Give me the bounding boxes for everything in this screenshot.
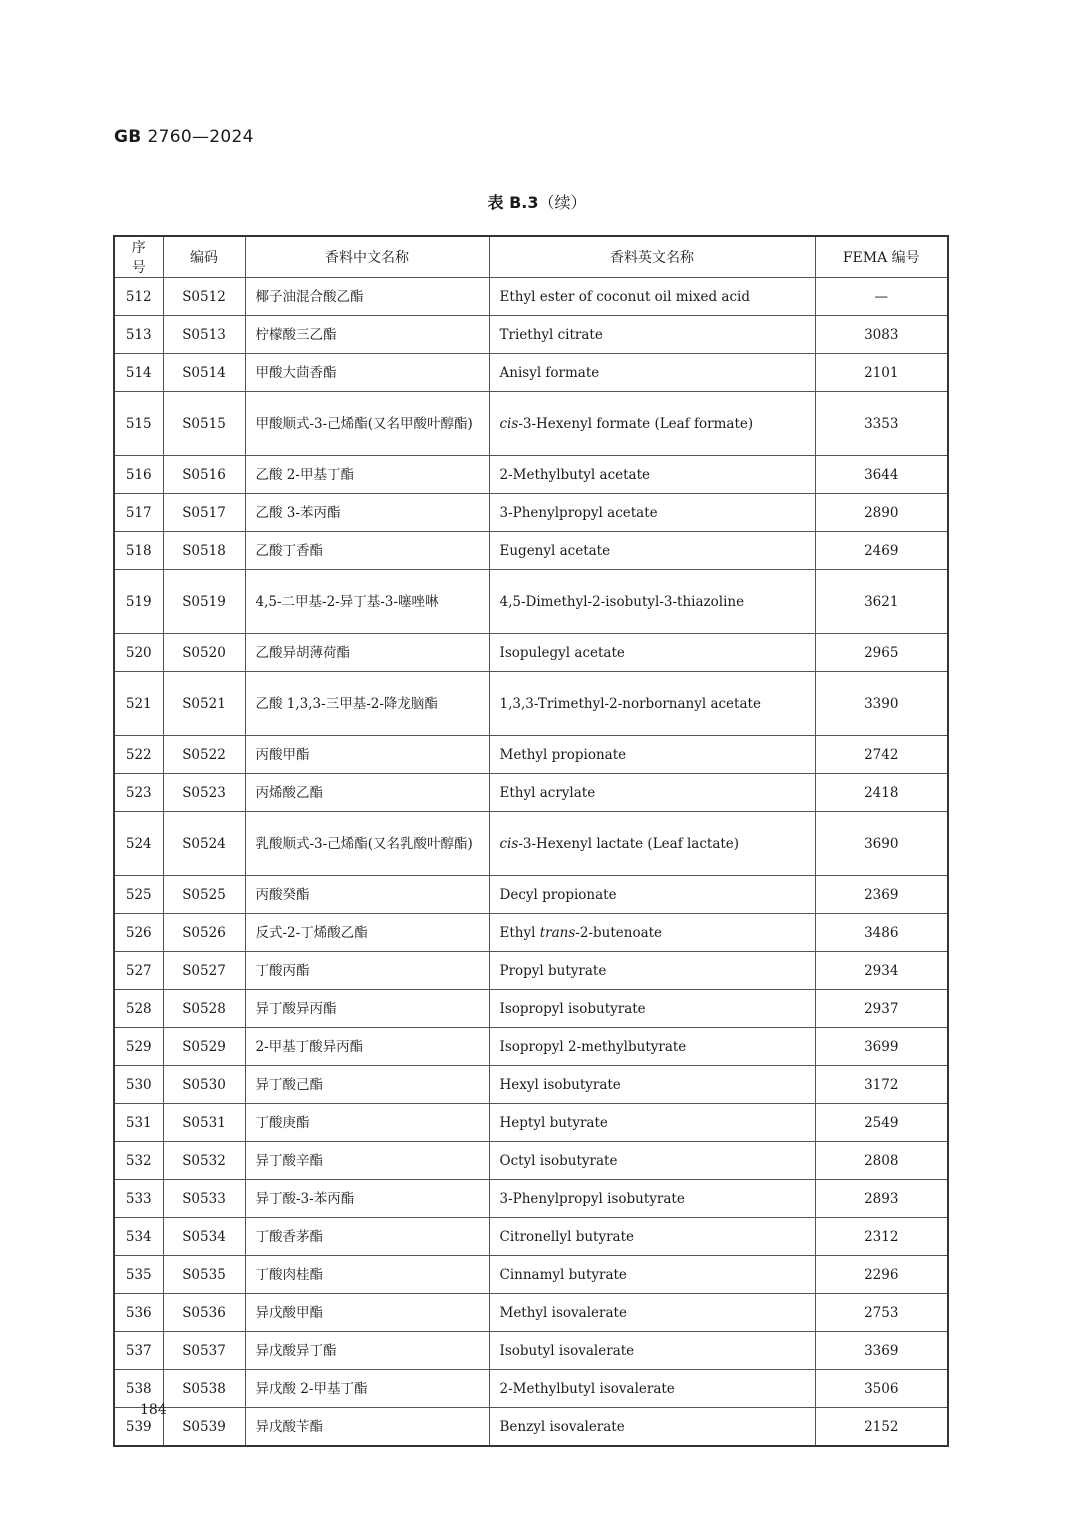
- table-row: [114, 532, 948, 570]
- table-row: [114, 1028, 948, 1066]
- cell-code: S0513: [163, 316, 245, 354]
- table-title-suffix: （续）: [538, 193, 587, 212]
- table-row: [114, 1218, 948, 1256]
- cell-code: S0527: [163, 952, 245, 990]
- cell-fema: 2808: [815, 1142, 948, 1180]
- cell-fema: 3390: [815, 672, 948, 736]
- cell-fema: 2418: [815, 774, 948, 812]
- cell-seq: 517: [114, 494, 163, 532]
- cell-english-name: [489, 354, 815, 392]
- english-name-text: Anisyl formate: [499, 364, 600, 381]
- cell-fema: 2893: [815, 1180, 948, 1218]
- cell-fema: 2965: [815, 634, 948, 672]
- cell-english-name: [489, 532, 815, 570]
- cell-code: S0539: [163, 1408, 245, 1447]
- cell-seq: 529: [114, 1028, 163, 1066]
- cell-chinese-name: 丙酸癸酯: [245, 876, 489, 914]
- cell-seq: 518: [114, 532, 163, 570]
- cell-seq: 522: [114, 736, 163, 774]
- table-body: [114, 278, 948, 1447]
- cell-english-name: [489, 634, 815, 672]
- cell-chinese-name: 柠檬酸三乙酯: [245, 316, 489, 354]
- table-row: [114, 952, 948, 990]
- english-name-text: Heptyl butyrate: [499, 1114, 608, 1131]
- cell-code: S0522: [163, 736, 245, 774]
- cell-seq: 528: [114, 990, 163, 1028]
- cell-english-name: [489, 952, 815, 990]
- cell-seq: 531: [114, 1104, 163, 1142]
- cell-chinese-name: 丁酸庚酯: [245, 1104, 489, 1142]
- cell-seq: 512: [114, 278, 163, 316]
- table-row: [114, 1332, 948, 1370]
- column-header-fema: FEMA 编号: [815, 236, 948, 278]
- page-number: 184: [140, 1402, 167, 1418]
- cell-english-name: [489, 672, 815, 736]
- cell-code: S0516: [163, 456, 245, 494]
- cell-english-name: [489, 1370, 815, 1408]
- cell-english-name: [489, 736, 815, 774]
- table-row: [114, 456, 948, 494]
- cell-english-name: [489, 812, 815, 876]
- cell-english-name: [489, 494, 815, 532]
- cell-fema: 2934: [815, 952, 948, 990]
- cell-chinese-name: 异戊酸苄酯: [245, 1408, 489, 1447]
- table-row: [114, 914, 948, 952]
- table-row: [114, 812, 948, 876]
- cell-english-name: [489, 278, 815, 316]
- table-row: [114, 634, 948, 672]
- english-name-text: 2-Methylbutyl acetate: [499, 466, 651, 483]
- cell-code: S0518: [163, 532, 245, 570]
- cell-chinese-name: 乙酸异胡薄荷酯: [245, 634, 489, 672]
- cell-seq: 516: [114, 456, 163, 494]
- cell-fema: 2753: [815, 1294, 948, 1332]
- table-row: [114, 278, 948, 316]
- cell-fema: 3172: [815, 1066, 948, 1104]
- english-name-text: Hexyl isobutyrate: [499, 1076, 621, 1093]
- cell-fema: 2549: [815, 1104, 948, 1142]
- table-row: [114, 1256, 948, 1294]
- cell-english-name: [489, 914, 815, 952]
- cell-chinese-name: 异戊酸甲酯: [245, 1294, 489, 1332]
- cell-seq: 538: [114, 1370, 163, 1408]
- cell-english-name: [489, 1408, 815, 1447]
- cell-seq: 521: [114, 672, 163, 736]
- cell-code: S0538: [163, 1370, 245, 1408]
- standard-number: 2760—2024: [147, 127, 254, 147]
- cell-chinese-name: 异丁酸辛酯: [245, 1142, 489, 1180]
- table-title-label: 表 B.3: [487, 193, 539, 212]
- cell-chinese-name: 乙酸 3-苯丙酯: [245, 494, 489, 532]
- cell-seq: 515: [114, 392, 163, 456]
- cell-code: S0523: [163, 774, 245, 812]
- cell-chinese-name: 乙酸 2-甲基丁酯: [245, 456, 489, 494]
- cell-seq: 526: [114, 914, 163, 952]
- cell-fema: 3644: [815, 456, 948, 494]
- cell-fema: —: [815, 278, 948, 316]
- cell-seq: 527: [114, 952, 163, 990]
- cell-seq: 514: [114, 354, 163, 392]
- cell-seq: 530: [114, 1066, 163, 1104]
- english-name-text: Isopropyl 2-methylbutyrate: [499, 1038, 687, 1055]
- cell-chinese-name: 甲酸大茴香酯: [245, 354, 489, 392]
- cell-seq: 520: [114, 634, 163, 672]
- cell-fema: 3621: [815, 570, 948, 634]
- english-name-text: Citronellyl butyrate: [499, 1228, 635, 1245]
- english-name-text: 1,3,3-Trimethyl-2-norbornanyl acetate: [499, 695, 761, 712]
- cell-code: S0526: [163, 914, 245, 952]
- table-row: [114, 1370, 948, 1408]
- cell-code: S0536: [163, 1294, 245, 1332]
- english-name-text: Eugenyl acetate: [499, 542, 611, 559]
- english-name-text: Isobutyl isovalerate: [499, 1342, 635, 1359]
- cell-fema: 2742: [815, 736, 948, 774]
- cell-english-name: [489, 1256, 815, 1294]
- cell-fema: 3353: [815, 392, 948, 456]
- english-name-text: Octyl isobutyrate: [499, 1152, 618, 1169]
- table-row: [114, 876, 948, 914]
- english-name-text: 3-Phenylpropyl acetate: [499, 504, 658, 521]
- cell-english-name: [489, 1332, 815, 1370]
- column-header-chinese-name: 香料中文名称: [245, 236, 489, 278]
- english-name-text: Benzyl isovalerate: [499, 1418, 625, 1435]
- english-name-text: Triethyl citrate: [499, 326, 603, 343]
- cell-english-name: [489, 1180, 815, 1218]
- cell-seq: 513: [114, 316, 163, 354]
- cell-fema: 2469: [815, 532, 948, 570]
- english-name-italic: trans: [539, 924, 576, 941]
- cell-seq: 535: [114, 1256, 163, 1294]
- english-name-text: Ethyl acrylate: [499, 784, 596, 801]
- cell-chinese-name: 丁酸香茅酯: [245, 1218, 489, 1256]
- english-name-text: -3-Hexenyl formate (Leaf formate): [518, 415, 754, 432]
- cell-fema: 3083: [815, 316, 948, 354]
- table-row: [114, 354, 948, 392]
- table-title: [0, 190, 1074, 213]
- table-row: [114, 1104, 948, 1142]
- cell-english-name: [489, 316, 815, 354]
- standard-prefix: GB: [114, 127, 142, 147]
- cell-chinese-name: 反式-2-丁烯酸乙酯: [245, 914, 489, 952]
- table-row: [114, 990, 948, 1028]
- cell-chinese-name: 丙烯酸乙酯: [245, 774, 489, 812]
- cell-seq: 523: [114, 774, 163, 812]
- table-row: [114, 1142, 948, 1180]
- cell-english-name: [489, 774, 815, 812]
- cell-english-name: [489, 1218, 815, 1256]
- cell-seq: 519: [114, 570, 163, 634]
- cell-seq: 532: [114, 1142, 163, 1180]
- table-row: [114, 316, 948, 354]
- english-name-text: Decyl propionate: [499, 886, 617, 903]
- cell-code: S0521: [163, 672, 245, 736]
- english-name-text: Isopulegyl acetate: [499, 644, 625, 661]
- cell-fema: 2890: [815, 494, 948, 532]
- cell-english-name: [489, 1142, 815, 1180]
- table-row: [114, 1066, 948, 1104]
- cell-seq: 525: [114, 876, 163, 914]
- english-name-text: Cinnamyl butyrate: [499, 1266, 627, 1283]
- cell-chinese-name: 2-甲基丁酸异丙酯: [245, 1028, 489, 1066]
- cell-chinese-name: 乙酸 1,3,3-三甲基-2-降龙脑酯: [245, 672, 489, 736]
- cell-english-name: [489, 1294, 815, 1332]
- cell-seq: 536: [114, 1294, 163, 1332]
- cell-fema: 3690: [815, 812, 948, 876]
- english-name-text: Methyl propionate: [499, 746, 627, 763]
- cell-chinese-name: 异丁酸己酯: [245, 1066, 489, 1104]
- cell-chinese-name: 丁酸肉桂酯: [245, 1256, 489, 1294]
- cell-chinese-name: 异戊酸异丁酯: [245, 1332, 489, 1370]
- english-name-text: Isopropyl isobutyrate: [499, 1000, 646, 1017]
- english-name-text: Methyl isovalerate: [499, 1304, 627, 1321]
- column-header-code: 编码: [163, 236, 245, 278]
- cell-chinese-name: 甲酸顺式-3-己烯酯(又名甲酸叶醇酯): [245, 392, 489, 456]
- table-row: [114, 570, 948, 634]
- cell-english-name: [489, 876, 815, 914]
- cell-chinese-name: 乙酸丁香酯: [245, 532, 489, 570]
- cell-fema: 2296: [815, 1256, 948, 1294]
- column-header-seq: 序号: [114, 236, 163, 278]
- cell-code: S0517: [163, 494, 245, 532]
- cell-english-name: [489, 990, 815, 1028]
- cell-fema: 3369: [815, 1332, 948, 1370]
- english-name-text: 3-Phenylpropyl isobutyrate: [499, 1190, 685, 1207]
- english-name-text: 2-Methylbutyl isovalerate: [499, 1380, 675, 1397]
- cell-code: S0528: [163, 990, 245, 1028]
- column-header-english-name: 香料英文名称: [489, 236, 815, 278]
- cell-seq: 533: [114, 1180, 163, 1218]
- cell-fema: 3486: [815, 914, 948, 952]
- table-row: [114, 1294, 948, 1332]
- english-name-italic: cis: [499, 415, 519, 432]
- cell-chinese-name: 异丁酸-3-苯丙酯: [245, 1180, 489, 1218]
- cell-code: S0514: [163, 354, 245, 392]
- cell-seq: 524: [114, 812, 163, 876]
- cell-chinese-name: 椰子油混合酸乙酯: [245, 278, 489, 316]
- cell-code: S0529: [163, 1028, 245, 1066]
- cell-fema: 3506: [815, 1370, 948, 1408]
- cell-code: S0512: [163, 278, 245, 316]
- english-name-text: -3-Hexenyl lactate (Leaf lactate): [518, 835, 740, 852]
- cell-code: S0519: [163, 570, 245, 634]
- cell-english-name: [489, 392, 815, 456]
- cell-english-name: [489, 1028, 815, 1066]
- cell-english-name: [489, 570, 815, 634]
- cell-code: S0534: [163, 1218, 245, 1256]
- cell-chinese-name: 异丁酸异丙酯: [245, 990, 489, 1028]
- cell-code: S0524: [163, 812, 245, 876]
- cell-fema: 2101: [815, 354, 948, 392]
- cell-code: S0533: [163, 1180, 245, 1218]
- table-row: [114, 774, 948, 812]
- cell-english-name: [489, 1104, 815, 1142]
- cell-seq: 534: [114, 1218, 163, 1256]
- cell-fema: 2937: [815, 990, 948, 1028]
- cell-code: S0520: [163, 634, 245, 672]
- cell-fema: 2152: [815, 1408, 948, 1447]
- cell-code: S0530: [163, 1066, 245, 1104]
- cell-code: S0535: [163, 1256, 245, 1294]
- cell-chinese-name: 4,5-二甲基-2-异丁基-3-噻唑啉: [245, 570, 489, 634]
- cell-fema: 2312: [815, 1218, 948, 1256]
- flavor-table: [113, 235, 949, 1447]
- cell-code: S0532: [163, 1142, 245, 1180]
- table-row: [114, 1408, 948, 1447]
- table-row: [114, 1180, 948, 1218]
- cell-fema: 3699: [815, 1028, 948, 1066]
- cell-chinese-name: 乳酸顺式-3-己烯酯(又名乳酸叶醇酯): [245, 812, 489, 876]
- cell-fema: 2369: [815, 876, 948, 914]
- cell-chinese-name: 丁酸丙酯: [245, 952, 489, 990]
- english-name-prefix: Ethyl: [499, 924, 540, 941]
- english-name-text: Propyl butyrate: [499, 962, 607, 979]
- english-name-text: Ethyl ester of coconut oil mixed acid: [499, 288, 750, 305]
- table-row: [114, 736, 948, 774]
- cell-seq: 539: [114, 1408, 163, 1447]
- standard-header: [114, 127, 254, 147]
- cell-code: S0537: [163, 1332, 245, 1370]
- cell-english-name: [489, 1066, 815, 1104]
- cell-english-name: [489, 456, 815, 494]
- cell-chinese-name: 丙酸甲酯: [245, 736, 489, 774]
- cell-code: S0515: [163, 392, 245, 456]
- table-row: [114, 494, 948, 532]
- cell-seq: 537: [114, 1332, 163, 1370]
- table-row: [114, 672, 948, 736]
- english-name-text: 4,5-Dimethyl-2-isobutyl-3-thiazoline: [499, 593, 745, 610]
- cell-code: S0531: [163, 1104, 245, 1142]
- english-name-text: -2-butenoate: [575, 924, 663, 941]
- cell-code: S0525: [163, 876, 245, 914]
- cell-chinese-name: 异戊酸 2-甲基丁酯: [245, 1370, 489, 1408]
- table-header-row: [114, 236, 948, 278]
- english-name-italic: cis: [499, 835, 519, 852]
- table-row: [114, 392, 948, 456]
